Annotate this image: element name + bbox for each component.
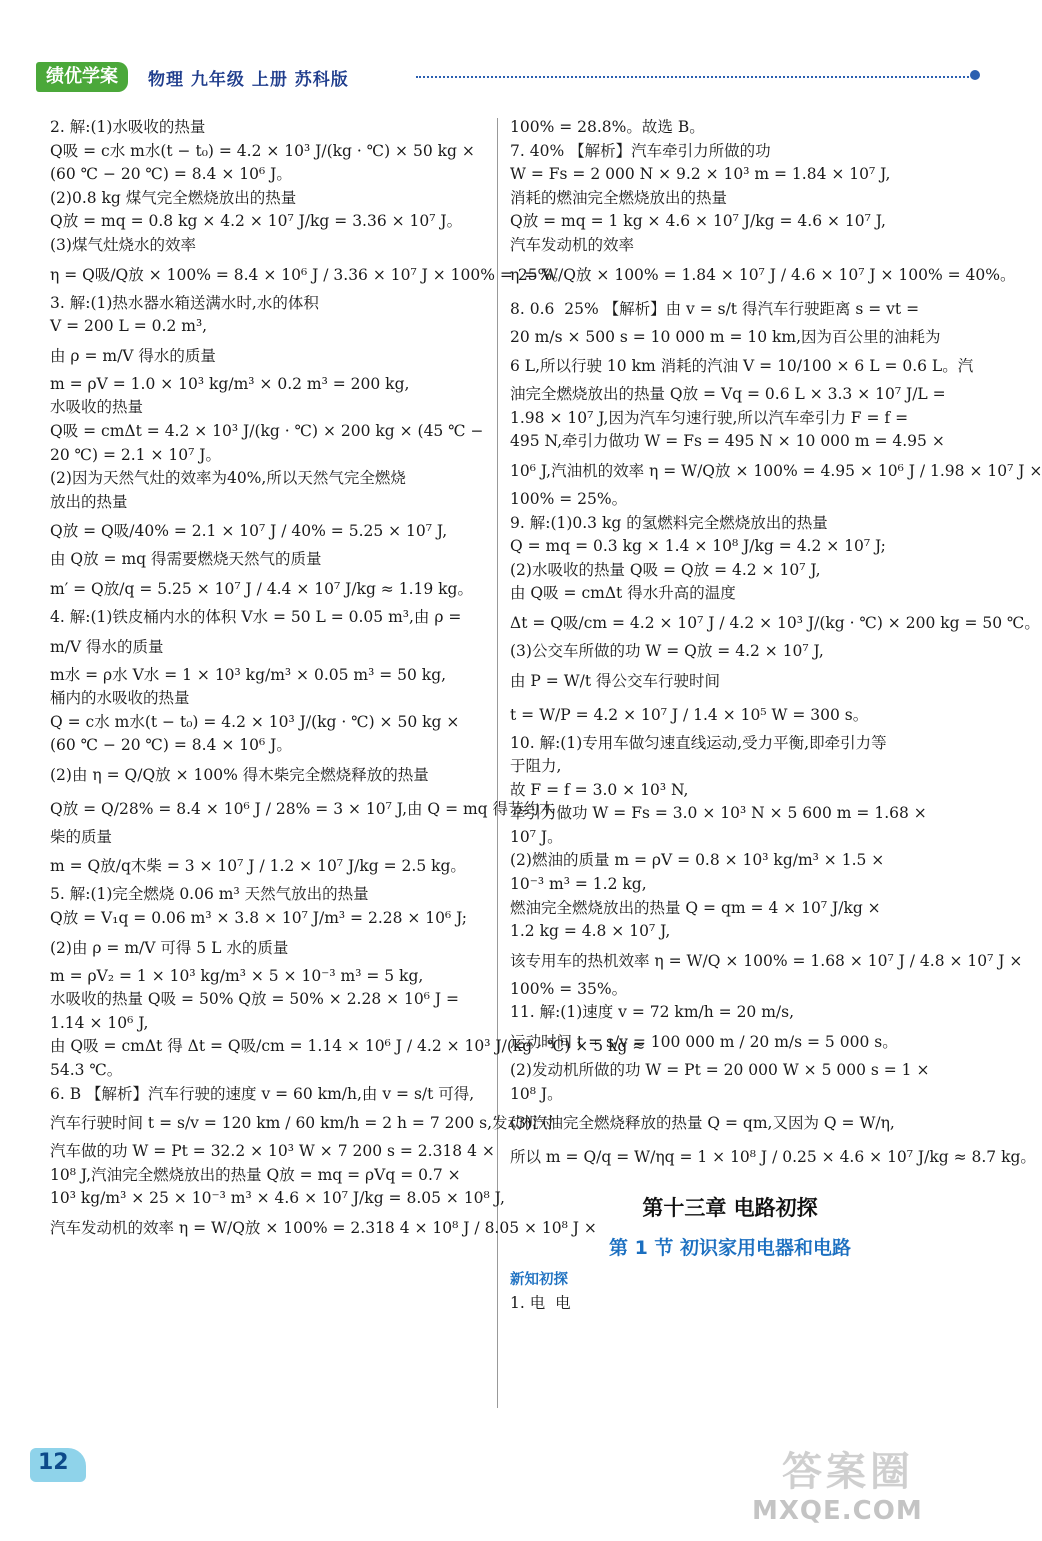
answer-line: 油完全燃烧放出的热量 Q放 = Vq = 0.6 L × 3.3 × 10⁷ J/L = (510, 385, 946, 404)
answer-line: 所以 m = Q/q = W/ηq = 1 × 10⁸ J / 0.25 × 4.6 × 10⁷ J/kg ≈ 8.7 kg。 (510, 1148, 1036, 1167)
page-number-tab (30, 1448, 86, 1482)
answer-line: 由 Q放 = mq 得需要燃烧天然气的质量 (50, 550, 322, 569)
answer-line: 于阻力, (510, 757, 562, 776)
answer-line: Q吸 = c水 m水(t − t₀) = 4.2 × 10³ J/(kg · ℃) × 50 kg × (50, 141, 475, 160)
answer-line: t = W/P = 4.2 × 10⁷ J / 1.4 × 10⁵ W = 300 s。 (510, 705, 869, 724)
answer-line: 100% = 28.8%。故选 B。 (510, 118, 705, 136)
answer-line: 5. 解:(1)完全燃烧 0.06 m³ 天然气放出的热量 (50, 885, 369, 904)
answer-line: (3)公交车所做的功 W = Q放 = 4.2 × 10⁷ J, (510, 641, 824, 660)
answer-line: 消耗的燃油完全燃烧放出的热量 (510, 188, 728, 207)
chapter-title: 第十三章 电路初探 (642, 1196, 818, 1221)
answer-line: (2)由 ρ = m/V 可得 5 L 水的质量 (50, 938, 289, 957)
right-column (510, 116, 1042, 1316)
answer-line: m水 = ρ水 V水 = 1 × 10³ kg/m³ × 0.05 m³ = 50 kg, (50, 665, 447, 684)
answer-line: Q = c水 m水(t − t₀) = 4.2 × 10³ J/(kg · ℃) × 50 kg × (50, 712, 460, 731)
answer-line: (60 ℃ − 20 ℃) = 8.4 × 10⁶ J。 (50, 736, 292, 755)
answer-line: 由 Q吸 = cmΔt 得水升高的温度 (510, 584, 736, 603)
page-header (36, 62, 956, 96)
answer-line: (2)燃油的质量 m = ρV = 0.8 × 10³ kg/m³ × 1.5 × (510, 851, 885, 870)
answer-line: 10⁻³ m³ = 1.2 kg, (510, 875, 647, 894)
answer-line: 水吸收的热量 (50, 398, 144, 417)
answer-line: 6. B 【解析】汽车行驶的速度 v = 60 km/h,由 v = s/t 可得, (50, 1084, 475, 1103)
answer-line: 汽车发动机的效率 (510, 235, 635, 254)
answer-line: 牵引力做功 W = Fs = 3.0 × 10³ N × 5 600 m = 1.68 × (510, 804, 927, 823)
watermark-bottom-text: MXQE.COM (752, 1496, 923, 1526)
answer-line: 1.14 × 10⁶ J, (50, 1013, 149, 1032)
answer-line: Q放 = mq = 0.8 kg × 4.2 × 10⁷ J/kg = 3.36 × 10⁷ J。 (50, 212, 463, 231)
answer-line: m = Q放/q木柴 = 3 × 10⁷ J / 1.2 × 10⁷ J/kg = 2.5 kg。 (50, 857, 466, 876)
answer-line: Q放 = mq = 1 kg × 4.6 × 10⁷ J/kg = 4.6 × 10⁷ J, (510, 212, 886, 231)
answer-line: Q = mq = 0.3 kg × 1.4 × 10⁸ J/kg = 4.2 × 10⁷ J; (510, 537, 886, 556)
answer-line: 9. 解:(1)0.3 kg 的氢燃料完全燃烧放出的热量 (510, 513, 828, 532)
header-subject: 物理 九年级 上册 苏科版 (148, 70, 349, 90)
answer-line: (2)发动机所做的功 W = Pt = 20 000 W × 5 000 s = 1 × (510, 1061, 930, 1080)
answer-line: m = ρV₂ = 1 × 10³ kg/m³ × 5 × 10⁻³ m³ = 5 kg, (50, 966, 424, 985)
answer-line: 20 ℃) = 2.1 × 10⁷ J。 (50, 445, 221, 464)
final-line: 1. 电 电 (510, 1294, 571, 1313)
answer-line: 2. 解:(1)水吸收的热量 (50, 118, 206, 136)
answer-line: Q放 = Q吸/40% = 2.1 × 10⁷ J / 40% = 5.25 × 10⁷ J, (50, 522, 448, 541)
answer-line: 10⁷ J。 (510, 827, 563, 846)
answer-line: m/V 得水的质量 (50, 637, 164, 656)
answer-line: 10. 解:(1)专用车做匀速直线运动,受力平衡,即牵引力等 (510, 733, 887, 752)
answer-line: 54.3 ℃。 (50, 1061, 123, 1080)
answer-line: (2)0.8 kg 煤气完全燃烧放出的热量 (50, 188, 297, 207)
answer-line: (3)煤气灶烧水的效率 (50, 235, 196, 254)
answer-line: Q放 = Q/28% = 8.4 × 10⁶ J / 28% = 3 × 10⁷ J,由 Q = mq 得节约木 (50, 799, 555, 818)
answer-line: 10⁸ J,汽油完全燃烧放出的热量 Q放 = mq = ρVq = 0.7 × (50, 1165, 461, 1184)
subheading: 新知初探 (510, 1272, 568, 1289)
answer-line: 10⁸ J。 (510, 1084, 563, 1103)
answer-line: Δt = Q吸/cm = 4.2 × 10⁷ J / 4.2 × 10³ J/(kg · ℃) × 200 kg = 50 ℃。 (510, 613, 1040, 632)
answer-line: 100% = 25%。 (510, 489, 628, 508)
answer-line: 汽车做的功 W = Pt = 32.2 × 10³ W × 7 200 s = 2.318 4 × (50, 1142, 495, 1161)
answer-line: 7. 40% 【解析】汽车牵引力所做的功 (510, 141, 771, 160)
answer-line: 100% = 35%。 (510, 979, 628, 998)
answer-line: 桶内的水吸收的热量 (50, 689, 190, 708)
answer-line: (2)水吸收的热量 Q吸 = Q放 = 4.2 × 10⁷ J, (510, 560, 821, 579)
right-column-lines (510, 116, 1042, 1174)
section-title: 第 1 节 初识家用电器和电路 (608, 1237, 852, 1260)
answer-line: Q吸 = cmΔt = 4.2 × 10³ J/(kg · ℃) × 200 kg × (45 ℃ − (50, 421, 484, 440)
answer-line: 汽车行驶时间 t = s/v = 120 km / 60 km/h = 2 h = 7 200 s,发动机对 (50, 1114, 555, 1133)
answer-line: (3)汽油完全燃烧释放的热量 Q = qm,又因为 Q = W/η, (510, 1114, 895, 1133)
answer-line: 柴的质量 (50, 827, 113, 846)
answer-line: (2)因为天然气灶的效率为40%,所以天然气完全燃烧 (50, 469, 406, 488)
answer-line: 汽车发动机的效率 η = W/Q放 × 100% = 2.318 4 × 10⁸ J / 8.05 × 10⁸ J × (50, 1219, 597, 1237)
answer-line: W = Fs = 2 000 N × 9.2 × 10³ m = 1.84 × 10⁷ J, (510, 165, 891, 184)
column-divider (497, 118, 498, 1408)
brand-badge: 绩优学案 (36, 62, 128, 92)
answer-line: 1.98 × 10⁷ J,因为汽车匀速行驶,所以汽车牵引力 F = f = (510, 408, 909, 427)
answer-line: η = Q吸/Q放 × 100% = 8.4 × 10⁶ J / 3.36 × 10⁷ J × 100% = 25%。 (50, 265, 568, 284)
header-rule-dot (970, 70, 980, 80)
answer-line: 10⁶ J,汽油机的效率 η = W/Q放 × 100% = 4.95 × 10⁶ J / 1.98 × 10⁷ J × (510, 461, 1042, 480)
answer-line: 该专用车的热机效率 η = W/Q × 100% = 1.68 × 10⁷ J / 4.8 × 10⁷ J × (510, 951, 1023, 970)
answer-line: η = W/Q放 × 100% = 1.84 × 10⁷ J / 4.6 × 10⁷ J × 100% = 40%。 (510, 265, 1016, 284)
answer-line: 6 L,所以行驶 10 km 消耗的汽油 V = 10/100 × 6 L = 0.6 L。汽 (510, 357, 974, 376)
answer-line: (60 ℃ − 20 ℃) = 8.4 × 10⁶ J。 (50, 165, 292, 184)
answer-line: 由 Q吸 = cmΔt 得 Δt = Q吸/cm = 1.14 × 10⁶ J / 4.2 × 10³ J/(kg · ℃) × 5 kg ≈ (50, 1037, 646, 1056)
answer-line: 运动时间 t = s/v = 100 000 m / 20 m/s = 5 000 s。 (510, 1033, 898, 1052)
watermark-top-text: 答案圈 (782, 1449, 914, 1495)
answer-line: m′ = Q放/q = 5.25 × 10⁷ J / 4.4 × 10⁷ J/kg ≈ 1.19 kg。 (50, 579, 473, 598)
page-number: 12 (38, 1450, 69, 1475)
answer-line: 由 ρ = m/V 得水的质量 (50, 346, 216, 365)
answer-line: 放出的热量 (50, 492, 128, 511)
answer-line: 8. 0.6 25% 【解析】由 v = s/t 得汽车行驶距离 s = vt = (510, 299, 920, 318)
answer-line: 1.2 kg = 4.8 × 10⁷ J, (510, 922, 671, 941)
answer-line: 495 N,牵引力做功 W = Fs = 495 N × 10 000 m = 4.95 × (510, 432, 945, 451)
answer-line: 故 F = f = 3.0 × 10³ N, (510, 780, 689, 799)
answer-line: Q放 = V₁q = 0.06 m³ × 3.8 × 10⁷ J/m³ = 2.28 × 10⁶ J; (50, 909, 467, 928)
answer-line: 由 P = W/t 得公交车行驶时间 (510, 671, 721, 690)
answer-line: 20 m/s × 500 s = 10 000 m = 10 km,因为百公里的油耗为 (510, 327, 941, 346)
answer-line: V = 200 L = 0.2 m³, (50, 317, 208, 336)
answer-line: 11. 解:(1)速度 v = 72 km/h = 20 m/s, (510, 1003, 795, 1022)
answer-line: m = ρV = 1.0 × 10³ kg/m³ × 0.2 m³ = 200 kg, (50, 374, 410, 393)
answer-line: 燃油完全燃烧放出的热量 Q = qm = 4 × 10⁷ J/kg × (510, 898, 881, 917)
watermark-logo (752, 1440, 982, 1530)
answer-line: 水吸收的热量 Q吸 = 50% Q放 = 50% × 2.28 × 10⁶ J = (50, 990, 460, 1009)
answer-line: (2)由 η = Q/Q放 × 100% 得木柴完全燃烧释放的热量 (50, 765, 429, 784)
answer-line: 3. 解:(1)热水器水箱送满水时,水的体积 (50, 293, 319, 312)
header-dotted-rule (416, 76, 976, 78)
answer-line: 4. 解:(1)铁皮桶内水的体积 V水 = 50 L = 0.05 m³,由 ρ = (50, 607, 462, 626)
answer-line: 10³ kg/m³ × 25 × 10⁻³ m³ × 4.6 × 10⁷ J/kg = 8.05 × 10⁸ J, (50, 1189, 505, 1208)
